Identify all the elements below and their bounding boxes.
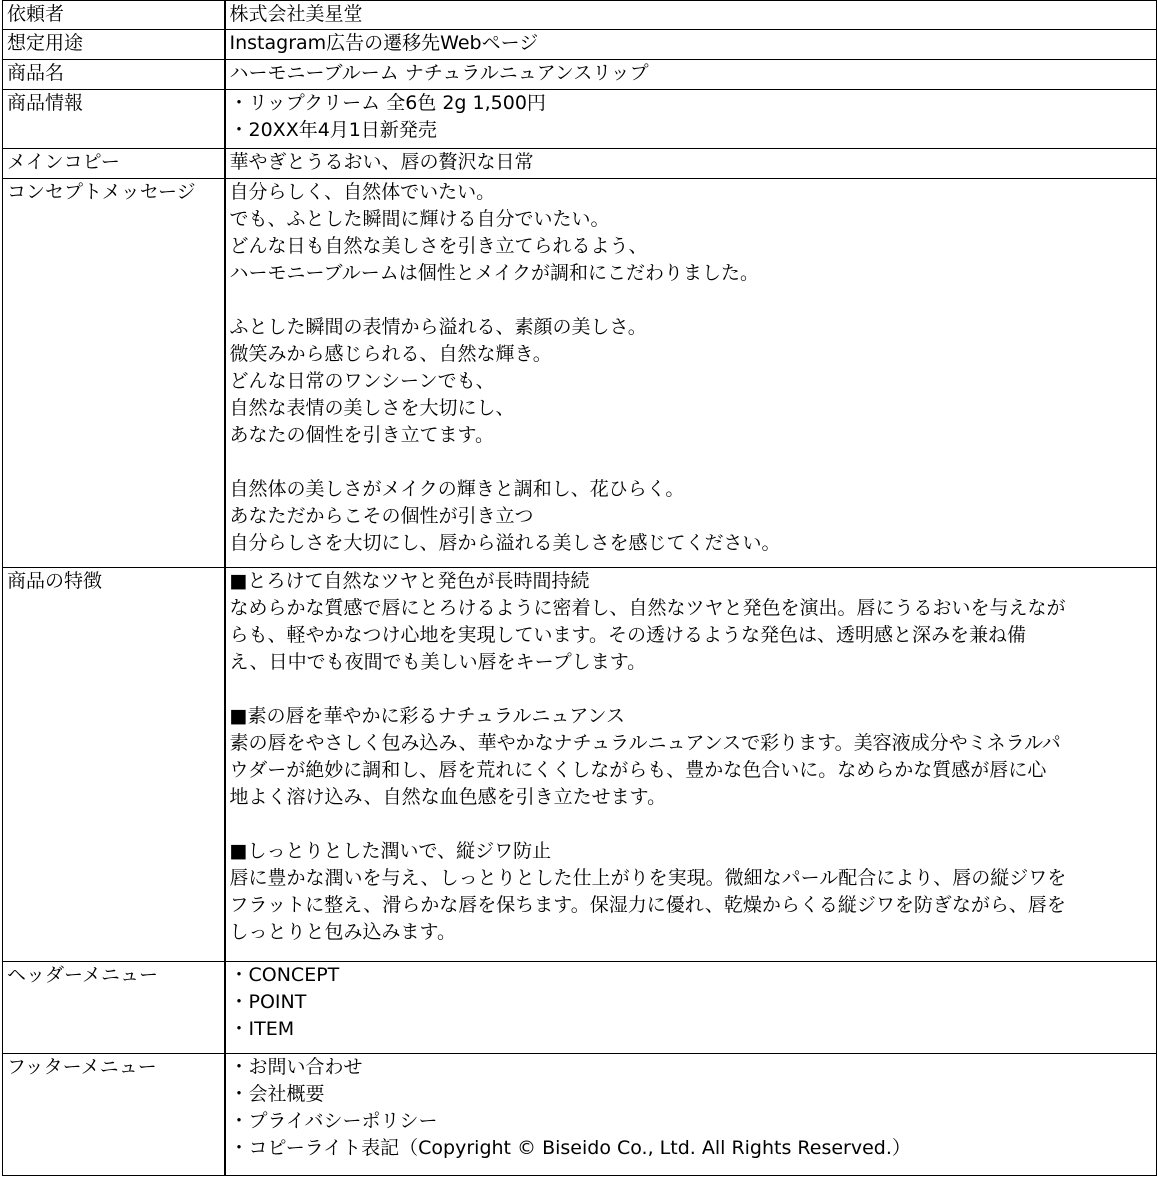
value-line: ・POINT bbox=[229, 991, 307, 1013]
value-product-features bbox=[225, 568, 1157, 962]
label-usage: 想定用途 bbox=[3, 30, 225, 60]
value-line: どんな日も自然な美しさを引き立てられるよう、 bbox=[229, 235, 648, 257]
value-line: でも、ふとした瞬間に輝ける自分でいたい。 bbox=[229, 208, 610, 230]
label-concept-message: コンセプトメッセージ bbox=[3, 179, 225, 568]
value-line: Instagram広告の遷移先Webページ bbox=[229, 32, 539, 54]
value-line: ■とろけて自然なツヤと発色が長時間持続 bbox=[229, 570, 590, 592]
value-line: 微笑みから感じられる、自然な輝き。 bbox=[229, 343, 552, 365]
value-line: どんな日常のワンシーンでも、 bbox=[229, 370, 495, 392]
row-client bbox=[3, 1, 1157, 30]
value-line: ・ITEM bbox=[229, 1018, 295, 1040]
value-line: 唇に豊かな潤いを与え、しっとりとした仕上がりを実現。微細なパール配合により、唇の縦ジワを bbox=[229, 867, 1067, 889]
value-main-copy bbox=[225, 149, 1157, 179]
value-line: なめらかな質感で唇にとろけるように密着し、自然なツヤと発色を演出。唇にうるおいを与えなが bbox=[229, 597, 1066, 619]
row-main-copy bbox=[3, 149, 1157, 179]
value-line: ハーモニーブルームは個性とメイクが調和にこだわりました。 bbox=[229, 262, 760, 284]
value-line: ・リップクリーム 全6色 2g 1,500円 bbox=[229, 92, 546, 114]
value-client bbox=[225, 1, 1157, 30]
value-line: ・お問い合わせ bbox=[229, 1056, 363, 1078]
value-line: え、日中でも夜間でも美しい唇をキープします。 bbox=[229, 651, 647, 673]
paragraph-gap bbox=[230, 287, 1157, 314]
value-line: 自分らしさを大切にし、唇から溢れる美しさを感じてください。 bbox=[229, 532, 781, 554]
row-footer-menu bbox=[3, 1054, 1157, 1176]
value-line: 自然体の美しさがメイクの輝きと調和し、花ひらく。 bbox=[229, 478, 685, 500]
value-line: ウダーが絶妙に調和し、唇を荒れにくくしながらも、豊かな色合いに。なめらかな質感が唇に心 bbox=[229, 759, 1047, 781]
row-product-features bbox=[3, 568, 1157, 962]
value-line: しっとりと包み込みます。 bbox=[229, 921, 456, 943]
value-line: フラットに整え、滑らかな唇を保ちます。保湿力に優れ、乾燥からくる縦ジワを防ぎながら、唇を bbox=[229, 894, 1066, 916]
label-main-copy: メインコピー bbox=[3, 149, 225, 179]
value-line: 地よく溶け込み、自然な血色感を引き立たせます。 bbox=[229, 786, 667, 808]
value-usage bbox=[225, 30, 1157, 60]
value-concept-message bbox=[225, 179, 1157, 568]
value-line: ふとした瞬間の表情から溢れる、素顔の美しさ。 bbox=[229, 316, 647, 338]
value-product-name bbox=[225, 60, 1157, 90]
value-line: 自然な表情の美しさを大切にし、 bbox=[229, 397, 515, 419]
label-product-features: 商品の特徴 bbox=[3, 568, 225, 962]
label-product-info: 商品情報 bbox=[3, 90, 225, 149]
value-line: ハーモニーブルーム ナチュラルニュアンスリップ bbox=[229, 62, 649, 84]
value-footer-menu bbox=[225, 1054, 1157, 1176]
value-line: ■しっとりとした潤いで、縦ジワ防止 bbox=[229, 840, 552, 862]
paragraph-gap bbox=[230, 676, 1157, 703]
row-header-menu bbox=[3, 962, 1157, 1054]
label-product-name: 商品名 bbox=[3, 60, 225, 90]
value-header-menu bbox=[225, 962, 1157, 1054]
label-client: 依頼者 bbox=[3, 1, 225, 30]
row-concept-message bbox=[3, 179, 1157, 568]
label-footer-menu: フッターメニュー bbox=[3, 1054, 225, 1176]
label-header-menu: ヘッダーメニュー bbox=[3, 962, 225, 1054]
value-line: ■素の唇を華やかに彩るナチュラルニュアンス bbox=[229, 705, 625, 727]
value-line: ・プライバシーポリシー bbox=[229, 1110, 438, 1132]
value-line: 株式会社美星堂 bbox=[229, 3, 363, 25]
row-usage bbox=[3, 30, 1157, 60]
paragraph-gap bbox=[230, 449, 1157, 476]
value-line: 華やぎとうるおい、唇の贅沢な日常 bbox=[229, 151, 534, 173]
value-line: ・会社概要 bbox=[229, 1083, 325, 1105]
row-product-info bbox=[3, 90, 1157, 149]
value-product-info bbox=[225, 90, 1157, 149]
paragraph-gap bbox=[230, 811, 1157, 838]
value-line: らも、軽やかなつけ心地を実現しています。その透けるような発色は、透明感と深みを兼ね備 bbox=[229, 624, 1026, 646]
value-line: 素の唇をやさしく包み込み、華やかなナチュラルニュアンスで彩ります。美容液成分やミネラルパ bbox=[229, 732, 1061, 754]
value-line: ・コピーライト表記（Copyright © Biseido Co., Ltd. All Rights Reserved.） bbox=[229, 1137, 911, 1159]
value-line: 自分らしく、自然体でいたい。 bbox=[229, 181, 496, 203]
value-line: ・20XX年4月1日新発売 bbox=[229, 119, 437, 141]
value-line: ・CONCEPT bbox=[229, 964, 340, 986]
value-line: あなただからこその個性が引き立つ bbox=[229, 505, 534, 527]
spec-table bbox=[2, 0, 1157, 1176]
row-product-name bbox=[3, 60, 1157, 90]
value-line: あなたの個性を引き立てます。 bbox=[229, 424, 494, 446]
